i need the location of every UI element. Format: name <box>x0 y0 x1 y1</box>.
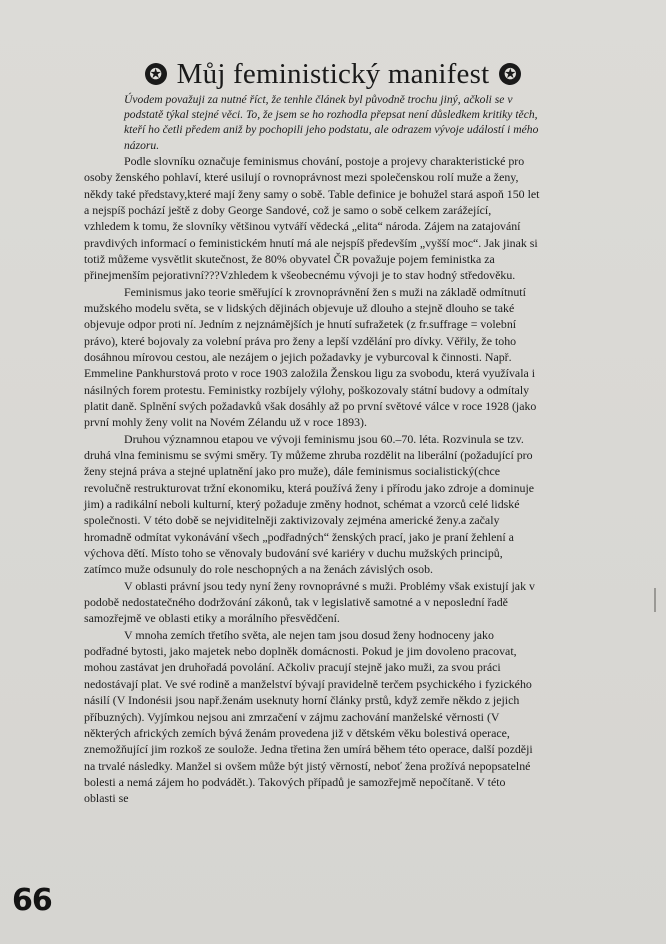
star-right-icon: ✪ <box>499 63 521 85</box>
body-paragraph-3: Druhou významnou etapou ve vývoji feminismu jsou 60.–70. léta. Rozvinula se tzv. druhá vlna feminismu se svými směry. Ty můžeme zhruba rozdělit na liberální (požadující pro ženy stejná práva a stejné uplatnění jako pro muže), dále feminismus socialistický(chce revolučně restrukturovat tržní ekonomiku, která používá ženy i přírodu jako zdroje a dominuje jim) a radikální neboli kulturní, který požaduje změny hodnot, schémat a vzorců celé lidské společnosti. V této době se nejviditelněji zaktivizovaly zejména americké ženy.a začaly hromadně odmítat vykonávání všech „podřadných“ ženských prací, jako je praní žehlení a výchova dětí. Místo toho se věnovaly budování své kariéry v duchu mužských principů, zatímco muže odsunuly do role neschopných a na ženách závislých osob. <box>84 431 535 577</box>
scan-artifact <box>654 588 656 612</box>
body-paragraph-4: V oblasti právní jsou tedy nyní ženy rovnoprávné s muži. Problémy však existují jak v podobě nedostatečného dodržování zákonů, tak v legislativě samotné a v neposlední řadě samozřejmě ve oblasti etiky a morálního přesvědčení. <box>84 578 535 626</box>
intro-paragraph: Úvodem považuji za nutné říct, že tenhle článek byl původně trochu jiný, ačkoli se v podstatě týkal stejné věci. To, že jsem se ho rozhodla přepsat není důsledkem kritiky těch, kteří ho četli předem aniž by pochopili jeho podstatu, ale odrazem vývoje událostí i mého názoru. <box>124 93 539 152</box>
body-paragraph-2: Feminismus jako teorie směřující k zrovnoprávnění žen s muži na základě odmítnutí mužského modelu světa, se v lidských dějinách objevuje už dlouho a stejně dlouho se také objevuje odpor proti ní. Jedním z nejznámějších je hnutí sufražetek (z fr.suffrage = volební právo), které bojovaly za volební práva pro ženy a lepší vzdělání pro dívky. Věřily, že toho dosáhnou mírovou cestou, ale nezájem o jejich požadavky je vyburcoval k činnosti. Např. Emmeline Pankhurstová proto v roce 1903 založila Ženskou ligu za svobodu, která využívala i násilných forem protestu. Feministky rozbíjely výlohy, poškozovaly státní budovy a odmítaly platit daně. Splnění svých požadavků však dosáhly až po první světové válce v roce 1928 (jako první mohly ženy volit na Novém Zélandu už v roce 1893). <box>84 284 537 430</box>
body-paragraph-5: V mnoha zemích třetího světa, ale nejen tam jsou dosud ženy hodnoceny jako podřadné bytosti, jako majetek nebo doplněk domácnosti. Pokud je jim dovoleno pracovat, mohou zastávat jen druhořadá povolání. Ačkoliv pracují stejně jako muži, za svou práci nedostávají plat. Ve své rodině a manželství bývají pravidelně terčem psychického i fyzického násilí (V Indonésii jsou např.ženám useknuty horní články prstů, když zemře někdo z jejich příbuzných). Vyjímkou nejsou ani zmrzačení v zájmu zachování manželské věrnosti (V některých afrických zemích bývá ženám provedena již v dětském věku bolestivá operace, znemožňující jim rozkoš ze soulože. Jedna třetina žen umírá během této operace, další později na trvalé následky. Manžel si ovšem může být jistý věrností, neboť žena prožívá nepopsatelné bolesti a nemá zájem ho podvádět.). Takových případů je samozřejmě nepočítaně. V této oblasti se <box>84 627 533 806</box>
page-number: 66 <box>12 883 52 918</box>
body-paragraph-1: Podle slovníku označuje feminismus chování, postoje a projevy charakteristické pro osoby ženského pohlaví, které usilují o rovnoprávnost mezi společenskou rolí muže a ženy, někdy také představy,které mají ženy samy o sobě. Table definice je bohužel stará aspoň 150 let a nejspíš pochází ještě z doby George Sandové, což je samo o sobě celkem zarážející, vzhledem k tomu, že slovníky většinou vytváří vědecká „elita“ národa. Zájem na zatajování pravdivých informací o feministickém hnutí má ale nejspíš především „vyšší moc“. Jak jinak si totiž můžeme vysvětlit skutečnost, že 80% obyvatel ČR považuje pojem feministka za přinejmenším pejorativní???Vzhledem k všeobecnému vývoji je to stav hodný středověku. <box>84 153 540 283</box>
star-left-icon: ✪ <box>145 63 167 85</box>
article-body <box>84 92 540 807</box>
page-title: Můj feministický manifest <box>176 58 490 90</box>
title-row <box>0 58 666 90</box>
